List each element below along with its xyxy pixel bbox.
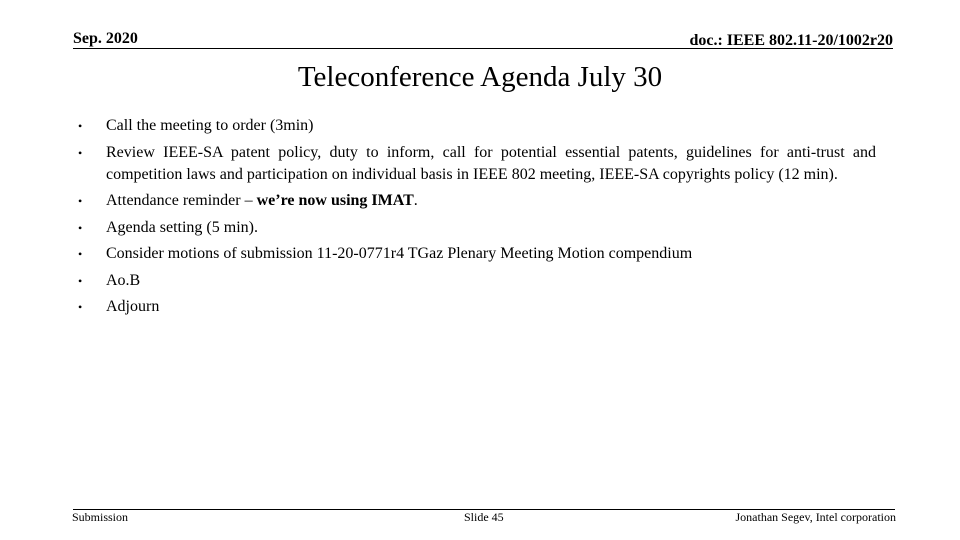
slide-title: Teleconference Agenda July 30 xyxy=(297,61,663,93)
footer-author: Jonathan Segev, Intel corporation xyxy=(735,510,896,524)
bullet-marker: • xyxy=(78,194,83,208)
agenda-item-text: Call the meeting to order (3min) xyxy=(106,117,314,134)
agenda-item-aob xyxy=(78,270,876,292)
footer-submission: Submission xyxy=(72,510,129,524)
agenda-item-motions xyxy=(78,243,876,265)
agenda-item-text: Agenda setting (5 min). xyxy=(106,218,258,236)
agenda-item-text: Review IEEE-SA patent policy, duty to inform, call for potential essential patents, guidelines for anti-trust and competition laws and participation on individual basis in IEEE 802 meeting, IEEE-SA copyrights policy (12 min). xyxy=(106,143,876,183)
bullet-marker: • xyxy=(78,119,83,133)
header-doc-id: doc.: IEEE 802.11-20/1002r20 xyxy=(689,32,893,49)
bullet-marker: • xyxy=(78,273,83,288)
agenda-item-text-prefix: Attendance reminder – xyxy=(106,192,257,209)
agenda-list xyxy=(78,115,876,323)
agenda-item-text-suffix: . xyxy=(413,192,418,209)
footer-slide-number: Slide 45 xyxy=(464,510,504,524)
header-divider xyxy=(73,48,893,49)
bullet-marker: • xyxy=(78,220,83,235)
header-date: Sep. 2020 xyxy=(73,30,138,47)
agenda-item-attendance xyxy=(78,190,876,212)
agenda-item-agenda-setting xyxy=(78,217,876,239)
agenda-item-text: Consider motions of submission 11-20-0771r4 TGaz Plenary Meeting Motion compendium xyxy=(106,245,693,262)
bullet-marker: • xyxy=(78,300,83,314)
agenda-item-text: Adjourn xyxy=(106,298,160,315)
agenda-item-patent-policy xyxy=(78,142,876,186)
agenda-item-text: Ao.B xyxy=(106,271,141,289)
agenda-item-adjourn xyxy=(78,296,876,318)
agenda-item-call-to-order xyxy=(78,115,876,137)
agenda-item-text-emphasis: we’re now using IMAT xyxy=(256,192,414,209)
bullet-marker: • xyxy=(78,145,83,160)
bullet-marker: • xyxy=(78,247,83,261)
